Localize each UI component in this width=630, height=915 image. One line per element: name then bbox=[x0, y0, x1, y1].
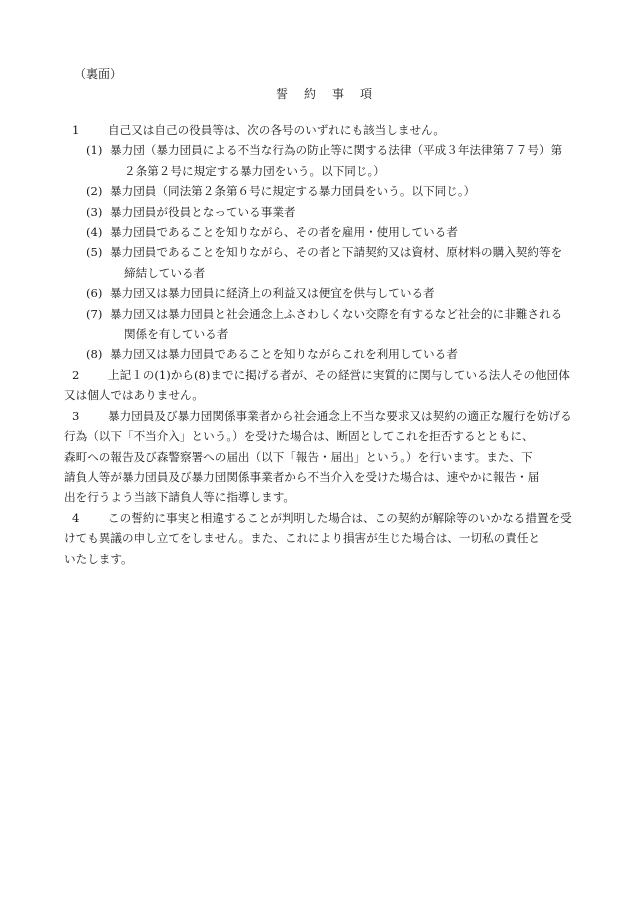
item-number: (1) bbox=[86, 143, 103, 158]
item-number: (8) bbox=[86, 347, 103, 362]
clause-number: 2 bbox=[72, 367, 80, 382]
clause-1-item-5 bbox=[72, 242, 572, 283]
item-text-line: 暴力団又は暴力団員に経済上の利益又は便宜を供与している者 bbox=[110, 286, 435, 301]
item-text-line: 暴力団又は暴力団員と社会通念上ふさわしくない交際を有するなど社会的に非難される bbox=[110, 306, 563, 321]
item-text-line: ２条第２号に規定する暴力団をいう。以下同じ。） bbox=[124, 163, 385, 178]
clause-1-item-1 bbox=[72, 140, 572, 181]
clause-3 bbox=[64, 406, 572, 508]
clause-text-line: 暴力団員及び暴力団関係事業者から社会通念上不当な要求又は契約の適正な履行を妨げる bbox=[108, 408, 572, 423]
item-text-line: 暴力団員であることを知りながら、その者と下請契約又は資材、原材料の購入契約等を bbox=[110, 245, 563, 260]
item-text-line: 暴力団又は暴力団員であることを知りながらこれを利用している者 bbox=[110, 347, 458, 362]
item-number: (4) bbox=[86, 225, 103, 240]
page-title: 誓 約 事 項 bbox=[275, 87, 374, 101]
item-number: (5) bbox=[86, 245, 103, 260]
clause-text-line: 行為（以下「不当介入」という。）を受けた場合は、断固としてこれを拒否するとともに、 bbox=[64, 429, 534, 444]
clause-text-line: 請負人等が暴力団員及び暴力団関係事業者から不当介入を受けた場合は、速やかに報告・届 bbox=[64, 469, 540, 484]
item-text-line: 暴力団（暴力団員による不当な行為の防止等に関する法律（平成３年法律第７７号）第 bbox=[110, 143, 563, 158]
item-text-line: 関係を有している者 bbox=[124, 327, 229, 342]
clause-number: 4 bbox=[72, 510, 80, 525]
clause-1-item-6 bbox=[72, 283, 572, 303]
clause-text-line: 出を行うよう当該下請負人等に指導します。 bbox=[64, 490, 295, 505]
clause-1-item-7 bbox=[72, 304, 572, 345]
clause-1-item-2 bbox=[72, 181, 572, 201]
clause-text: 自己又は自己の役員等は、次の各号のいずれにも該当しません。 bbox=[108, 123, 445, 137]
item-text-line: 暴力団員が役員となっている事業者 bbox=[110, 204, 296, 219]
clause-number: 1 bbox=[72, 123, 80, 137]
item-number: (6) bbox=[86, 286, 103, 301]
clause-text-line: 森町への報告及び森警察署への届出（以下「報告・届出」という。）を行います。また、下 bbox=[64, 449, 533, 464]
clause-1-item-4 bbox=[72, 222, 572, 242]
clause-1-item-8 bbox=[72, 344, 572, 364]
item-text-line: 暴力団員であることを知りながら、その者を雇用・使用している者 bbox=[110, 225, 458, 240]
clause-text-line: 又は個人ではありません。 bbox=[64, 388, 204, 403]
item-text-line: 締結している者 bbox=[124, 265, 206, 280]
clause-1-item-3 bbox=[72, 202, 572, 222]
item-number: (2) bbox=[86, 184, 103, 199]
item-number: (7) bbox=[86, 306, 103, 321]
clause-text-line: この誓約に事実と相違することが判明した場合は、この契約が解除等のいかなる措置を受 bbox=[108, 510, 572, 525]
back-side-label: （裏面） bbox=[74, 67, 123, 81]
clause-text-line: 上記１の(1)から(8)までに掲げる者が、その経営に実質的に関与している法人その他団体 bbox=[108, 367, 570, 382]
pledge-body bbox=[64, 120, 572, 569]
clause-4 bbox=[64, 508, 572, 569]
clause-2 bbox=[64, 365, 572, 406]
clause-text-line: けても異議の申し立てをしません。また、これにより損害が生じた場合は、一切私の責任と bbox=[64, 531, 541, 546]
clause-text-line: いたします。 bbox=[64, 551, 133, 566]
clause-1 bbox=[72, 120, 572, 140]
clause-number: 3 bbox=[72, 408, 80, 423]
item-text-line: 暴力団員（同法第２条第６号に規定する暴力団員をいう。以下同じ。） bbox=[110, 184, 476, 199]
item-number: (3) bbox=[86, 204, 103, 219]
